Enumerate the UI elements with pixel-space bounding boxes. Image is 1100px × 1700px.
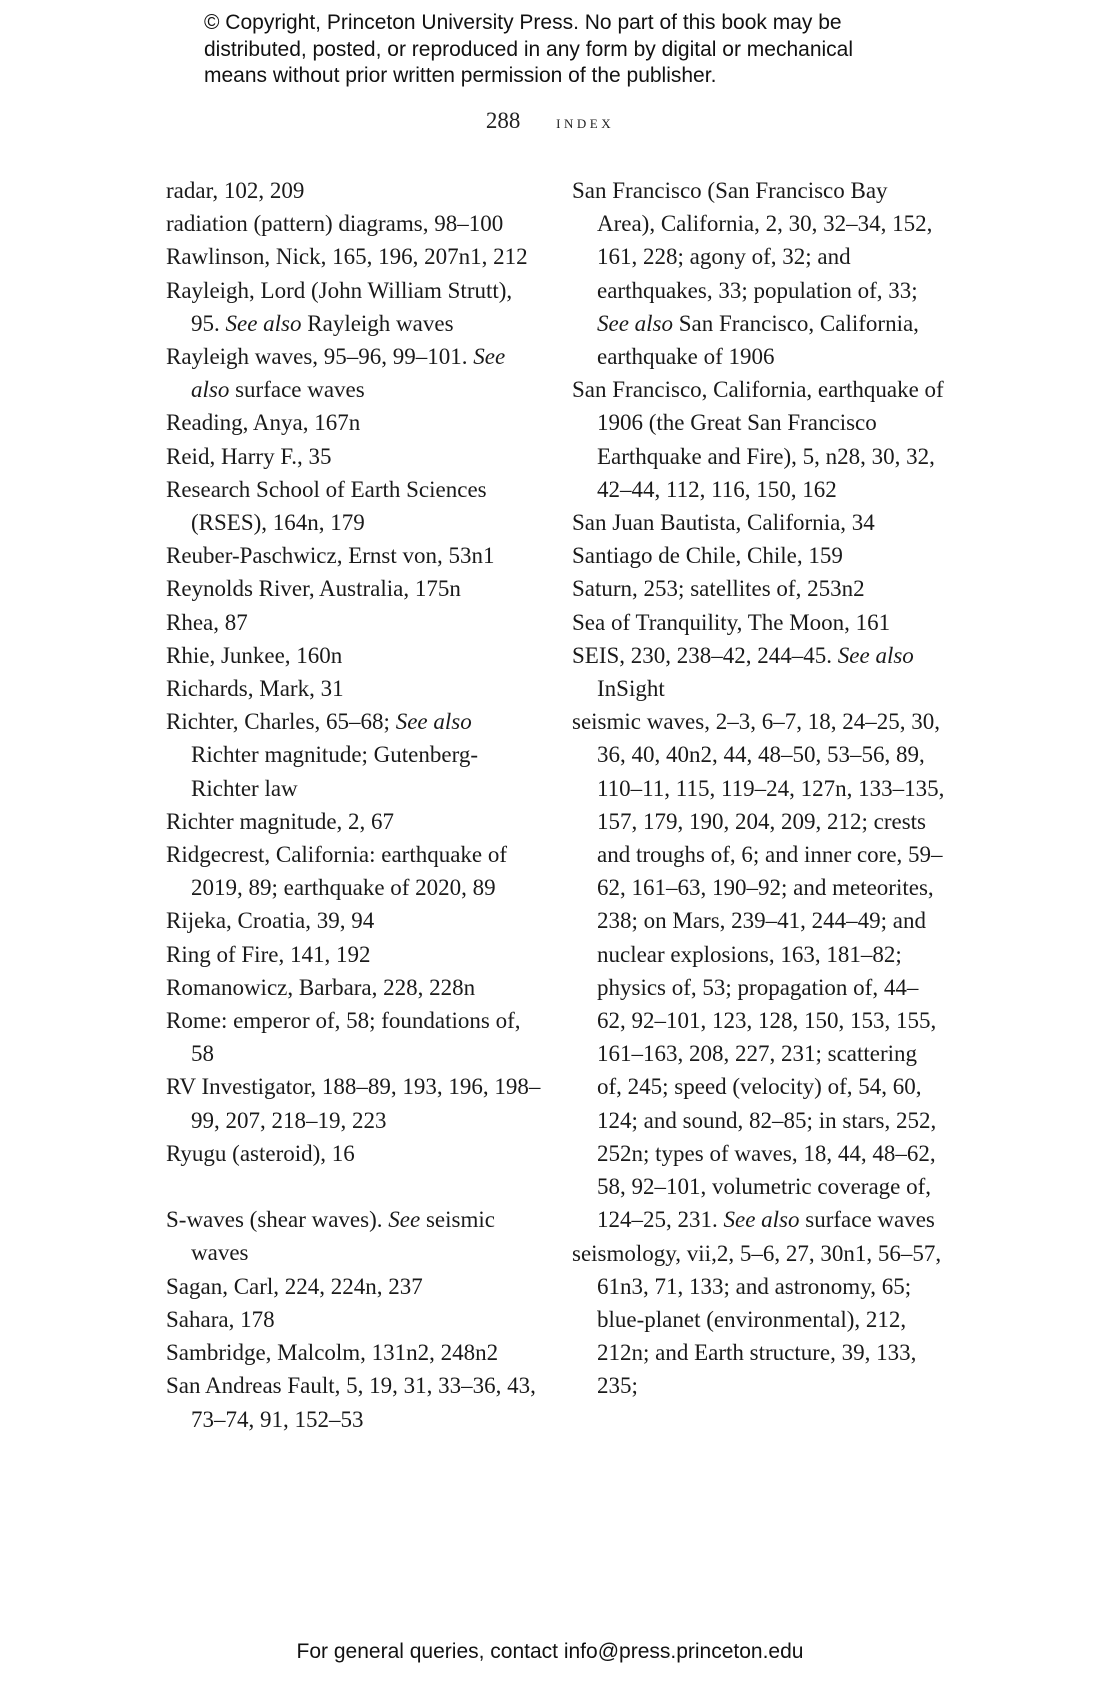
index-column-right	[572, 174, 947, 1403]
cross-reference: See also	[225, 310, 302, 336]
copyright-line: means without prior written permission of the publisher.	[204, 64, 717, 87]
entry-text: Saturn, 253; satellites of, 253n2	[572, 576, 865, 602]
entry-text: Rayleigh waves, 95–96, 99–101.	[166, 344, 474, 370]
index-entry	[572, 639, 947, 705]
index-entry	[572, 539, 947, 572]
entry-text: Rawlinson, Nick, 165, 196, 207n1, 212	[166, 244, 528, 270]
entry-text: Sagan, Carl, 224, 224n, 237	[166, 1273, 423, 1299]
cross-reference: See	[388, 1207, 421, 1233]
entry-text: San Francisco, California, earthquake of 1906 (the Great San Francisco Earthquake and Fire), 5, n28, 30, 32, 42–44, 112, 116, 150, 162	[572, 377, 944, 502]
entry-text: Sea of Tranquility, The Moon, 161	[572, 609, 891, 635]
index-entry	[166, 838, 541, 904]
index-entry	[166, 274, 541, 340]
entry-text: San Juan Bautista, California, 34	[572, 510, 875, 536]
index-entry	[166, 174, 541, 207]
index-entry	[166, 1336, 541, 1369]
entry-text: San Francisco, California, earthquake of 1906	[597, 310, 919, 370]
entry-text: surface waves	[229, 377, 365, 403]
entry-text: Reynolds River, Australia, 175n	[166, 576, 461, 602]
index-entry	[166, 440, 541, 473]
index-entry	[166, 572, 541, 605]
index-entry	[166, 1004, 541, 1070]
index-entry	[166, 805, 541, 838]
entry-text: Ring of Fire, 141, 192	[166, 941, 371, 967]
index-entry	[166, 207, 541, 240]
copyright-line: © Copyright, Princeton University Press. No part of this book may be	[204, 11, 842, 34]
index-entry	[166, 1369, 541, 1435]
cross-reference: See also	[395, 709, 472, 735]
index-entry	[572, 506, 947, 539]
entry-text: seismology, vii,2, 5–6, 27, 30n1, 56–57, 61n3, 71, 133; and astronomy, 65; blue-planet (environmental), 212, 212n; and Earth structure, 39, 133, 235;	[572, 1240, 942, 1399]
entry-text: RV Investigator, 188–89, 193, 196, 198–99, 207, 218–19, 223	[166, 1074, 541, 1133]
index-entry	[166, 904, 541, 937]
entry-text: Ridgecrest, California: earthquake of 2019, 89; earthquake of 2020, 89	[166, 842, 508, 901]
entry-text: Reading, Anya, 167n	[166, 410, 361, 436]
index-entry	[166, 1137, 541, 1170]
entry-text: Santiago de Chile, Chile, 159	[572, 543, 843, 569]
entry-text: seismic waves, 2–3, 6–7, 18, 24–25, 30, 36, 40, 40n2, 44, 48–50, 53–56, 89, 110–11, 115, 119–24, 127n, 133–135, 157, 179, 190, 204, 209, 212; crests and troughs of, 6; and inner core, 59–62, 161–63, 190–92; and meteorites, 238; on Mars, 239–41, 244–49; and nuclear explosions, 163, 181–82; physics of, 53; propagation of, 44–62, 92–101, 123, 128, 150, 153, 155, 161–163, 208, 227, 231; scattering of, 245; speed (velocity) of, 54, 60, 124; and sound, 82–85; in stars, 252, 252n; types of waves, 18, 44, 48–62, 58, 92–101, volumetric coverage of, 124–25, 231.	[572, 709, 945, 1233]
index-entry	[166, 406, 541, 439]
index-entry	[166, 606, 541, 639]
index-entry	[166, 639, 541, 672]
cross-reference: See also	[597, 310, 674, 336]
entry-text: Sahara, 178	[166, 1306, 275, 1332]
entry-text: Ryugu (asteroid), 16	[166, 1140, 355, 1166]
copyright-line: distributed, posted, or reproduced in any form by digital or mechanical	[204, 37, 854, 61]
index-entry	[166, 1203, 541, 1269]
entry-text: S-waves (shear waves).	[166, 1207, 389, 1233]
entry-text: Rijeka, Croatia, 39, 94	[166, 908, 375, 934]
index-entry	[166, 1303, 541, 1336]
index-entry	[166, 539, 541, 572]
entry-text: Rome: emperor of, 58; foundations of, 58	[166, 1008, 521, 1067]
index-entry	[166, 971, 541, 1004]
entry-text: seismic waves	[191, 1207, 495, 1266]
cross-reference: See also	[723, 1207, 800, 1233]
entry-text: Richter magnitude, 2, 67	[166, 808, 395, 834]
index-entry	[166, 705, 541, 805]
entry-text: Romanowicz, Barbara, 228, 228n	[166, 974, 476, 1000]
index-entry	[166, 1070, 541, 1136]
entry-text: Research School of Earth Sciences (RSES), 164n, 179	[166, 476, 487, 536]
index-entry	[572, 174, 947, 373]
entry-text: Reid, Harry F., 35	[166, 443, 332, 469]
index-entry	[166, 340, 541, 406]
entry-text: Richards, Mark, 31	[166, 676, 344, 702]
entry-text: Rayleigh waves	[301, 310, 454, 336]
entry-text: Rayleigh, Lord (John William Strutt), 95.	[166, 277, 513, 336]
entry-text: Sambridge, Malcolm, 131n2, 248n2	[166, 1340, 499, 1366]
entry-text: Reuber-Paschwicz, Ernst von, 53n1	[166, 543, 495, 569]
entry-text: Richter, Charles, 65–68;	[166, 709, 396, 735]
entry-text: Richter magnitude; Gutenberg-Richter law	[191, 742, 478, 801]
index-entry	[166, 240, 541, 273]
index-entry	[572, 606, 947, 639]
entry-text: radiation (pattern) diagrams, 98–100	[166, 211, 504, 237]
entry-text: SEIS, 230, 238–42, 244–45.	[572, 642, 838, 668]
cross-reference: See also	[191, 344, 506, 403]
cross-reference: See also	[837, 642, 914, 668]
page-number: 288	[485, 108, 521, 133]
index-entry	[166, 1270, 541, 1303]
index-column-left	[166, 174, 541, 1436]
section-title: index	[556, 112, 615, 132]
index-entry	[572, 373, 947, 506]
index-entry	[166, 672, 541, 705]
index-entry	[572, 572, 947, 605]
copyright-notice	[204, 10, 924, 90]
entry-text: surface waves	[799, 1207, 935, 1233]
entry-text: Rhea, 87	[166, 609, 248, 635]
letter-group-gap	[166, 1170, 541, 1203]
index-entry	[166, 938, 541, 971]
running-head	[0, 108, 1100, 134]
entry-text: San Andreas Fault, 5, 19, 31, 33–36, 43, 73–74, 91, 152–53	[166, 1373, 536, 1432]
index-entry	[166, 473, 541, 539]
entry-text: Rhie, Junkee, 160n	[166, 642, 343, 668]
entry-text: InSight	[597, 676, 665, 702]
footer-contact: For general queries, contact info@press.princeton.edu	[296, 1640, 804, 1663]
entry-text: radar, 102, 209	[166, 178, 305, 203]
index-entry	[572, 705, 947, 1236]
entry-text: San Francisco (San Francisco Bay Area), California, 2, 30, 32–34, 152, 161, 228; agony of, 32; and earthquakes, 33; population of, 33;	[572, 178, 933, 303]
index-entry	[572, 1237, 947, 1403]
